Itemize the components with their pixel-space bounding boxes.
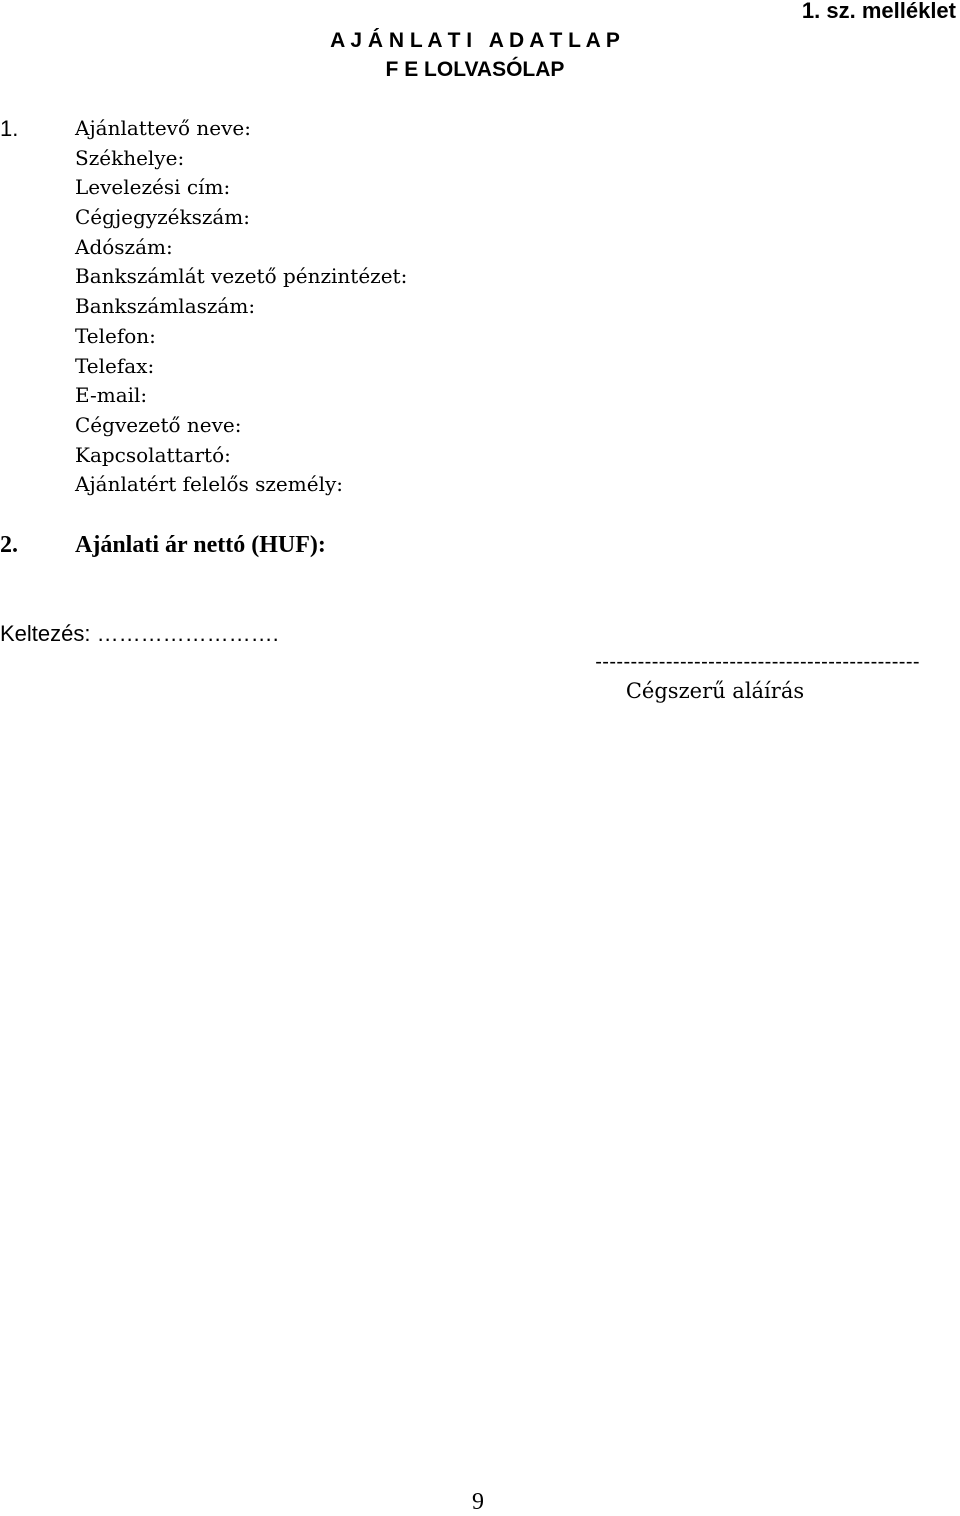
field-registered-office: Székhelye: bbox=[75, 145, 185, 170]
signature-line: ---------------------------------------------- bbox=[595, 651, 920, 673]
bidder-details-section bbox=[0, 114, 407, 500]
field-company-registration-number: Cégjegyzékszám: bbox=[75, 205, 250, 230]
field-mailing-address: Levelezési cím: bbox=[75, 175, 231, 200]
field-bank-account-number: Bankszámlaszám: bbox=[75, 294, 256, 319]
section-2-number: 2. bbox=[0, 532, 18, 558]
annex-label: 1. sz. melléklet bbox=[801, 0, 956, 23]
bidder-field-list bbox=[0, 114, 407, 500]
net-price-label: Ajánlati ár nettó (HUF): bbox=[75, 532, 326, 558]
field-tax-number: Adószám: bbox=[75, 234, 173, 259]
field-contact-person: Kapcsolattartó: bbox=[75, 442, 231, 467]
field-company-director: Cégvezető neve: bbox=[75, 412, 242, 437]
field-bidder-name: Ajánlattevő neve: bbox=[75, 116, 251, 140]
field-bank-institution: Bankszámlát vezető pénzintézet: bbox=[75, 264, 408, 289]
signature-block bbox=[500, 648, 920, 706]
field-phone: Telefon: bbox=[75, 323, 156, 348]
field-email: E-mail: bbox=[75, 383, 148, 408]
form-title-line-2: F E LOLVASÓLAP bbox=[385, 58, 565, 81]
field-fax: Telefax: bbox=[75, 353, 155, 378]
signature-label: Cégszerű aláírás bbox=[625, 679, 805, 703]
section-1-number: 1. bbox=[0, 116, 19, 141]
field-responsible-person: Ajánlatért felelős személy: bbox=[75, 472, 343, 497]
date-line: Keltezés: ……………………. bbox=[0, 621, 279, 646]
form-title-line-1: A J Á N L A T I A D A T L A P bbox=[330, 29, 620, 52]
page-number: 9 bbox=[472, 1489, 484, 1515]
form-title bbox=[300, 26, 650, 84]
bid-price-section bbox=[0, 531, 326, 561]
